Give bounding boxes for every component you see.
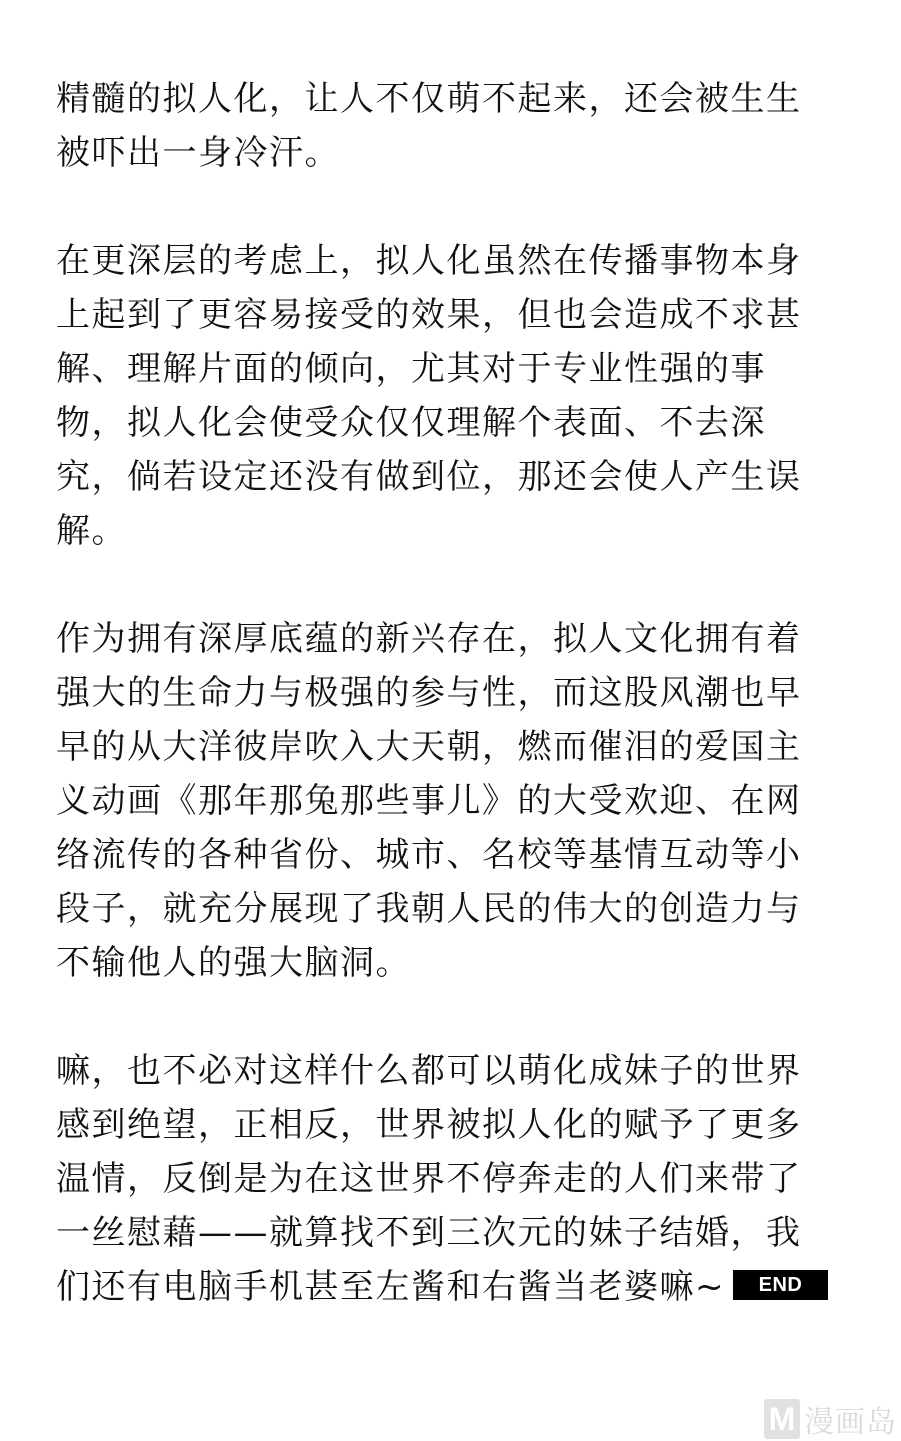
paragraph-4 [56,1044,856,1314]
text-line: 一丝慰藉——就算找不到三次元的妹子结婚，我 [56,1213,802,1253]
paragraph-gap [56,180,856,234]
text-line: 究，倘若设定还没有做到位，那还会使人产生误 [56,457,802,497]
text-line: 解、理解片面的倾向，尤其对于专业性强的事 [56,349,766,389]
paragraph-3 [56,612,856,990]
text-line: 络流传的各种省份、城市、名校等基情互动等小 [56,835,802,875]
paragraph-gap [56,990,856,1044]
text-line: 感到绝望，正相反，世界被拟人化的赋予了更多 [56,1105,802,1145]
text-line-content: 们还有电脑手机甚至左酱和右酱当老婆嘛~ [56,1267,725,1307]
text-line: 嘛，也不必对这样什么都可以萌化成妹子的世界 [56,1051,802,1091]
end-badge: END [733,1270,828,1300]
text-line: 物，拟人化会使受众仅仅理解个表面、不去深 [56,403,766,443]
text-line: 强大的生命力与极强的参与性，而这股风潮也早 [56,673,802,713]
text-line: 不输他人的强大脑洞。 [56,943,411,983]
watermark-text: 漫画岛 [804,1405,897,1440]
text-line: 解。 [56,511,127,551]
watermark [764,1397,901,1441]
article-body [56,72,856,1314]
watermark-logo-icon: M [764,1399,800,1439]
text-line-last [56,1260,856,1314]
paragraph-1 [56,72,856,180]
text-line: 精髓的拟人化，让人不仅萌不起来，还会被生生 [56,79,802,119]
text-line: 义动画《那年那兔那些事儿》的大受欢迎、在网 [56,781,802,821]
text-line: 被吓出一身冷汗。 [56,133,340,173]
text-line: 上起到了更容易接受的效果，但也会造成不求甚 [56,295,802,335]
text-line: 段子，就充分展现了我朝人民的伟大的创造力与 [56,889,802,929]
text-line: 早的从大洋彼岸吹入大天朝，燃而催泪的爱国主 [56,727,802,767]
text-line: 在更深层的考虑上，拟人化虽然在传播事物本身 [56,241,802,281]
paragraph-gap [56,558,856,612]
paragraph-2 [56,234,856,558]
text-line: 温情，反倒是为在这世界不停奔走的人们来带了 [56,1159,802,1199]
text-line: 作为拥有深厚底蕴的新兴存在，拟人文化拥有着 [56,619,802,659]
